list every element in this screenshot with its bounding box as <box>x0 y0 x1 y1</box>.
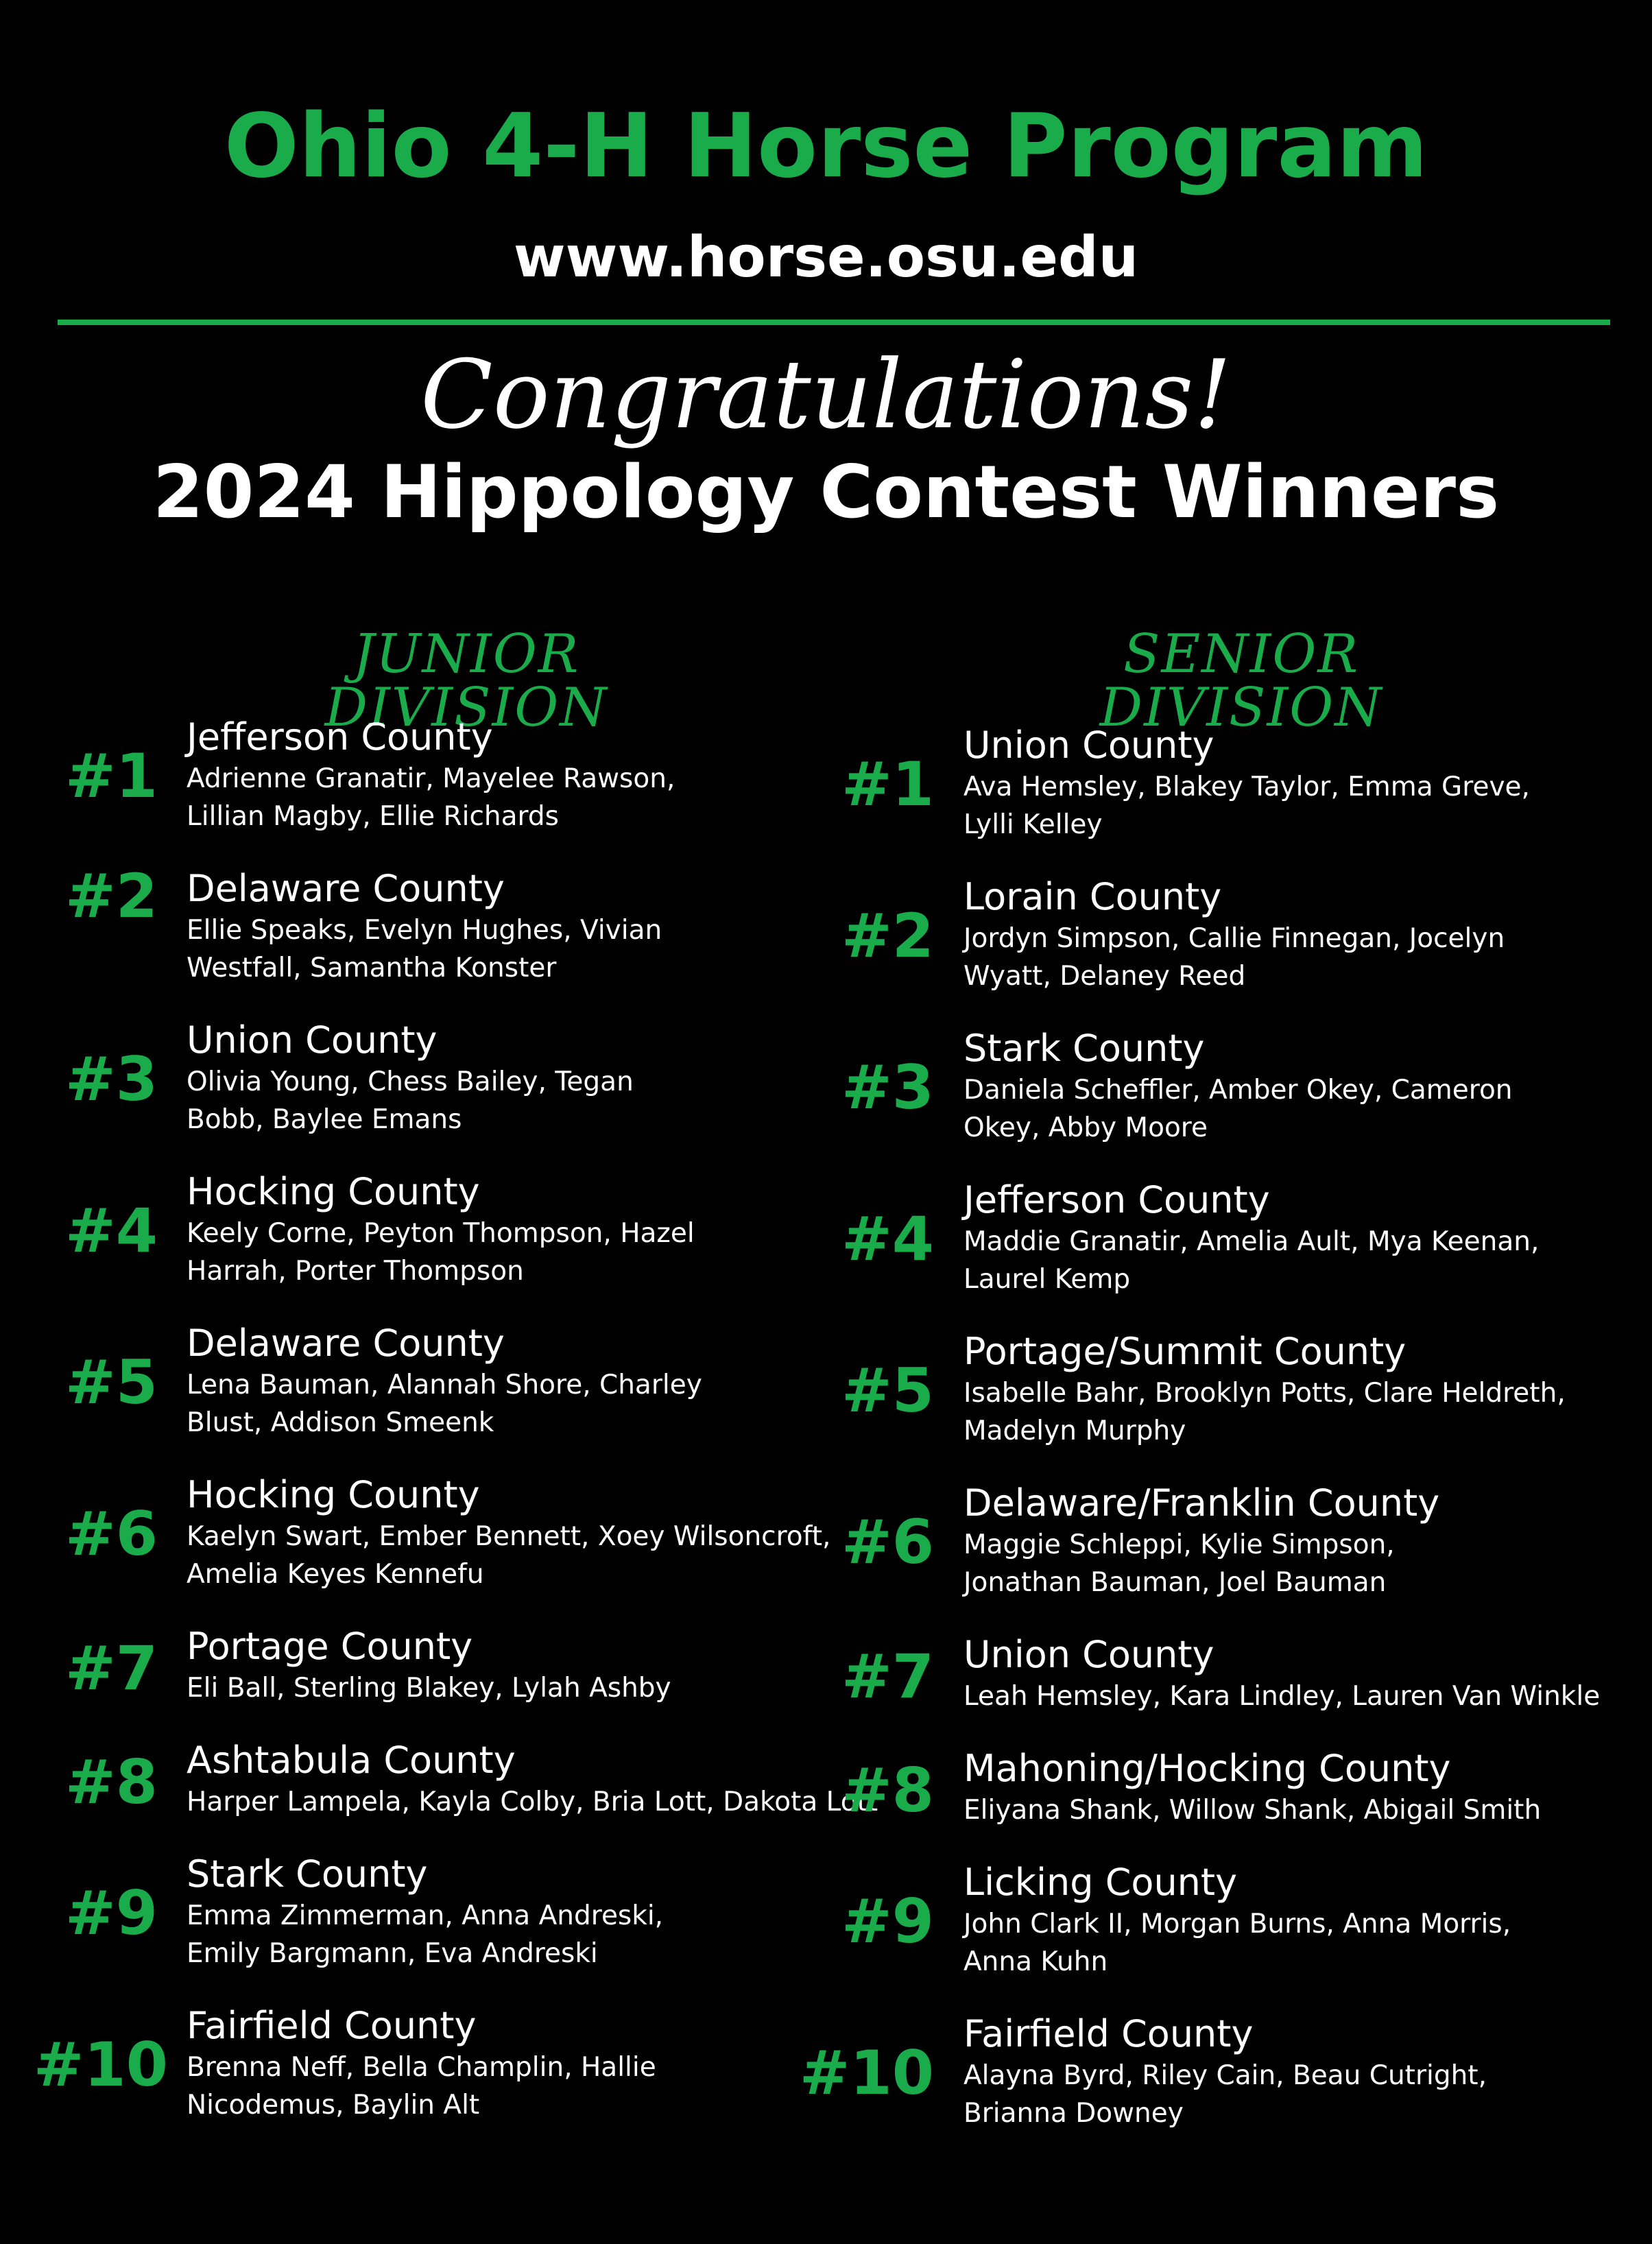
rank-badge: #7 <box>65 1633 158 1704</box>
team-members: Isabelle Bahr, Brooklyn Potts, Clare Heldreth, Madelyn Murphy <box>963 1378 1566 1446</box>
rank-badge: #2 <box>65 861 158 931</box>
county-name: Lorain County <box>963 875 1222 918</box>
county-name: Licking County <box>963 1861 1238 1904</box>
team-members: Eli Ball, Sterling Blakey, Lylah Ashby <box>187 1673 671 1704</box>
rank-badge: #10 <box>799 2038 934 2108</box>
entry-details <box>963 2012 1553 2132</box>
county-name: Delaware County <box>187 867 505 910</box>
team-members: Maggie Schleppi, Kylie Simpson, Jonathan Bauman, Joel Bauman <box>963 1529 1395 1598</box>
team-members: Maddie Granatir, Amelia Ault, Mya Keenan, Laurel Kemp <box>963 1226 1540 1295</box>
rank-badge: #5 <box>65 1347 158 1418</box>
county-name: Stark County <box>187 1852 428 1896</box>
county-name: Fairfield County <box>187 2004 477 2047</box>
team-members: Daniela Scheffler, Amber Okey, Cameron Okey, Abby Moore <box>963 1075 1513 1143</box>
team-members: Keely Corne, Peyton Thompson, Hazel Harrah, Porter Thompson <box>187 1218 695 1287</box>
team-members: Harper Lampela, Kayla Colby, Bria Lott, Dakota Lott <box>187 1787 878 1817</box>
program-title: Ohio 4-H Horse Program <box>224 95 1428 198</box>
senior-entry <box>0 1178 1652 1301</box>
rank-badge: #6 <box>841 1507 934 1577</box>
county-name: Delaware County <box>187 1322 505 1365</box>
senior-entry <box>0 1026 1652 1149</box>
county-name: Portage County <box>187 1625 473 1668</box>
entry-details <box>963 1026 1581 1147</box>
team-members: Alayna Byrd, Riley Cain, Beau Cutright, Brianna Downey <box>963 2060 1487 2129</box>
rank-badge: #6 <box>65 1499 158 1569</box>
senior-division-heading: SENIOR DIVISION <box>1099 623 1383 739</box>
entry-details <box>963 874 1581 995</box>
county-name: Union County <box>963 724 1214 767</box>
county-name: Union County <box>187 1018 438 1062</box>
team-members: Ellie Speaks, Evelyn Hughes, Vivian Westfall, Samantha Konster <box>187 915 662 983</box>
senior-entry <box>0 2012 1652 2135</box>
entry-details <box>963 1746 1622 1829</box>
entry-details <box>963 1481 1444 1601</box>
entry-details <box>963 1178 1553 1298</box>
rank-badge: #1 <box>65 741 158 811</box>
rank-badge: #5 <box>841 1355 934 1426</box>
team-members: Eliyana Shank, Willow Shank, Abigail Smith <box>963 1795 1542 1826</box>
senior-entry <box>0 723 1652 846</box>
county-name: Portage/Summit County <box>963 1330 1406 1373</box>
rank-badge: #1 <box>841 749 934 820</box>
county-name: Stark County <box>963 1027 1205 1070</box>
county-name: Hocking County <box>187 1473 480 1516</box>
senior-entry <box>0 1481 1652 1604</box>
rank-badge: #9 <box>841 1886 934 1957</box>
junior-division-heading: JUNIOR DIVISION <box>324 623 608 739</box>
program-url[interactable]: www.horse.osu.edu <box>513 225 1139 290</box>
rank-badge: #2 <box>841 900 934 971</box>
county-name: Hocking County <box>187 1170 480 1213</box>
rank-badge: #3 <box>65 1044 158 1114</box>
county-name: Mahoning/Hocking County <box>963 1747 1451 1790</box>
entry-details <box>963 1860 1553 1981</box>
entry-details <box>963 1632 1622 1715</box>
senior-entry <box>0 1329 1652 1453</box>
congratulations-heading: Congratulations! <box>420 339 1232 450</box>
team-members: Leah Hemsley, Kara Lindley, Lauren Van Winkle <box>963 1681 1601 1712</box>
header-divider <box>58 320 1610 325</box>
team-members: Brenna Neff, Bella Champlin, Hallie Nicodemus, Baylin Alt <box>187 2052 656 2121</box>
rank-badge: #9 <box>65 1878 158 1948</box>
team-members: Emma Zimmerman, Anna Andreski, Emily Bargmann, Eva Andreski <box>187 1900 664 1969</box>
team-members: John Clark II, Morgan Burns, Anna Morris, Anna Kuhn <box>963 1909 1511 1977</box>
rank-badge: #8 <box>841 1755 934 1826</box>
rank-badge: #7 <box>841 1641 934 1712</box>
county-name: Jefferson County <box>187 715 493 759</box>
team-members: Kaelyn Swart, Ember Bennett, Xoey Wilsoncroft, Amelia Keyes Kennefu <box>187 1521 831 1590</box>
county-name: Union County <box>963 1633 1214 1676</box>
entry-details <box>963 1329 1581 1450</box>
team-members: Lena Bauman, Alannah Shore, Charley Blust, Addison Smeenk <box>187 1370 702 1438</box>
county-name: Delaware/Franklin County <box>963 1481 1440 1525</box>
county-name: Fairfield County <box>963 2012 1254 2055</box>
rank-badge: #8 <box>65 1747 158 1817</box>
senior-entry <box>0 1632 1652 1721</box>
senior-entry <box>0 1746 1652 1835</box>
county-name: Ashtabula County <box>187 1739 516 1782</box>
senior-entry <box>0 1860 1652 1983</box>
team-members: Jordyn Simpson, Callie Finnegan, Jocelyn Wyatt, Delaney Reed <box>963 923 1505 992</box>
county-name: Jefferson County <box>963 1178 1270 1221</box>
rank-badge: #4 <box>841 1204 934 1274</box>
team-members: Adrienne Granatir, Mayelee Rawson, Lillian Magby, Ellie Richards <box>187 763 675 832</box>
rank-badge: #4 <box>65 1195 158 1266</box>
senior-entry <box>0 874 1652 998</box>
rank-badge: #3 <box>841 1052 934 1123</box>
contest-title: 2024 Hippology Contest Winners <box>152 450 1500 534</box>
team-members: Ava Hemsley, Blakey Taylor, Emma Greve, Lylli Kelley <box>963 772 1530 840</box>
entry-details <box>963 723 1540 844</box>
team-members: Olivia Young, Chess Bailey, Tegan Bobb, Baylee Emans <box>187 1066 634 1135</box>
rank-badge: #10 <box>33 2029 168 2100</box>
